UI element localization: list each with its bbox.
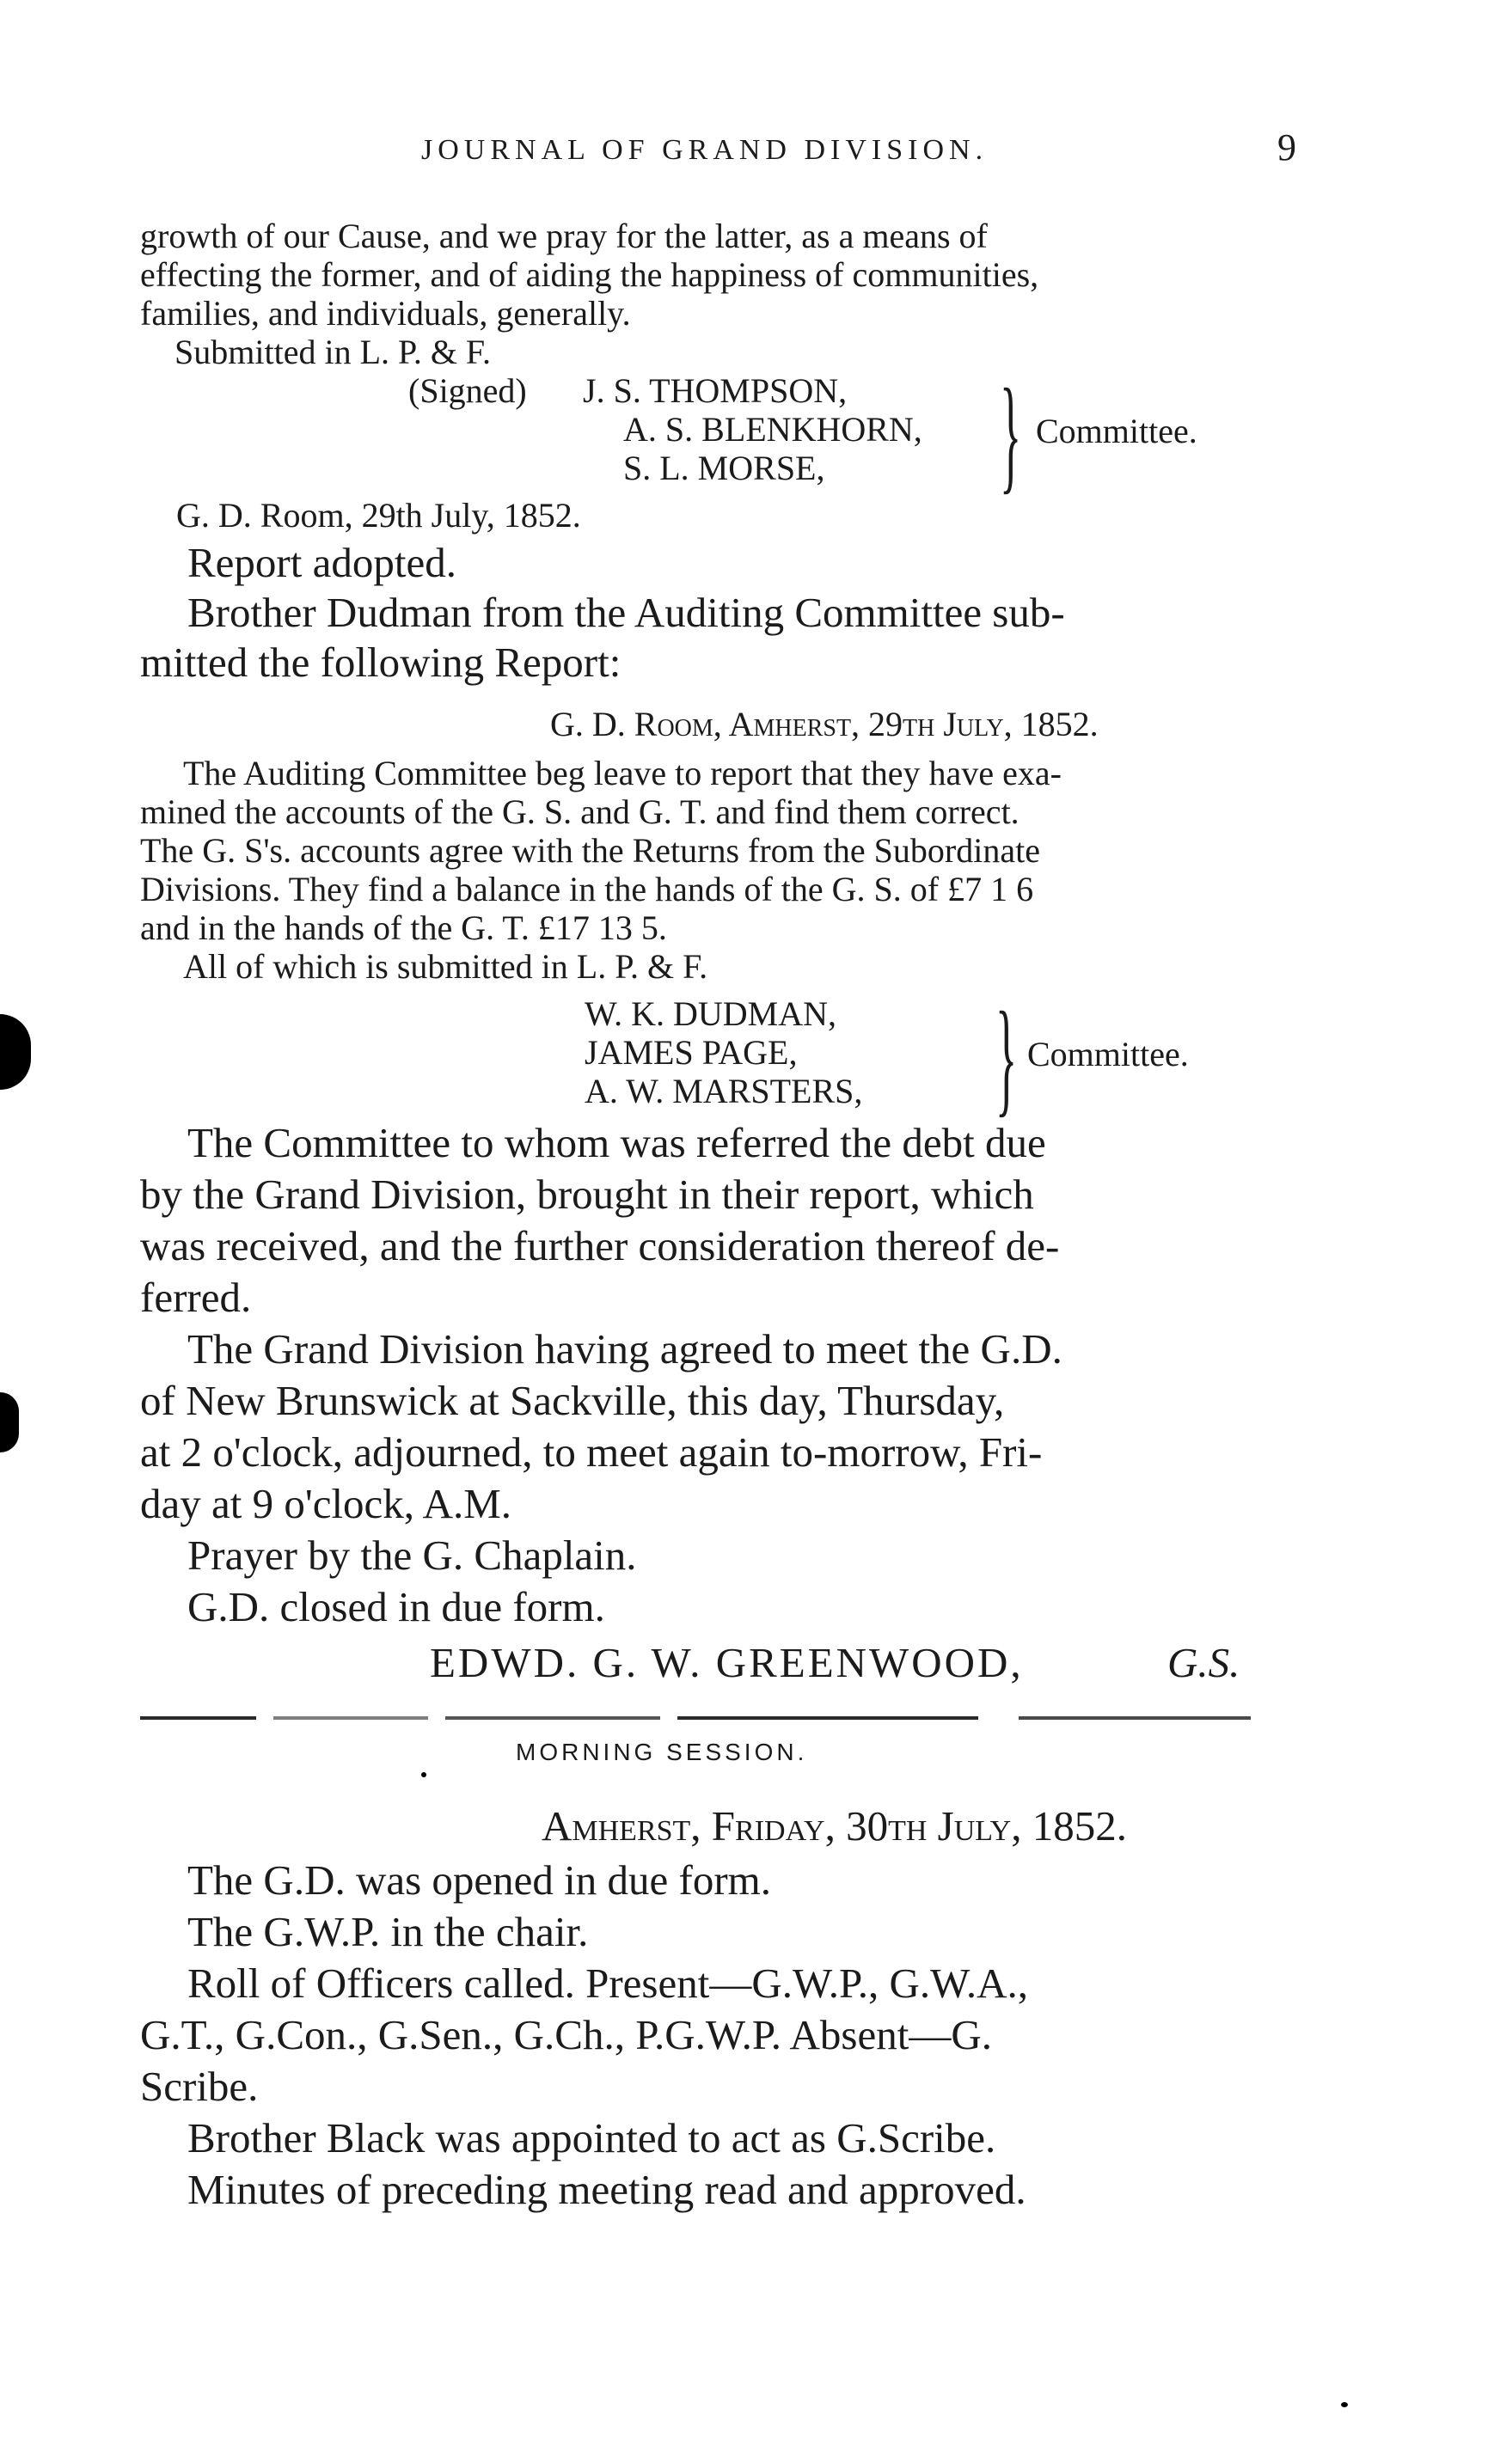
committee-label: Committee. — [1036, 412, 1197, 450]
text-line: day at 9 o'clock, A.M. — [140, 1480, 512, 1527]
text-line: G.T., G.Con., G.Sen., G.Ch., P.G.W.P. Absent—G. — [140, 2011, 992, 2058]
text-line: was received, and the further consideration thereof de- — [140, 1222, 1060, 1269]
text-line: The Grand Division having agreed to meet the G.D. — [187, 1325, 1062, 1373]
text-line: at 2 o'clock, adjourned, to meet again to-morrow, Fri- — [140, 1428, 1043, 1476]
signed-label: (Signed) — [408, 371, 527, 410]
text-line: families, and individuals, generally. — [140, 294, 631, 333]
text-line: The G.D. was opened in due form. — [187, 1856, 772, 1904]
ink-speck — [421, 1772, 426, 1777]
date-line: G. D. Room, 29th July, 1852. — [176, 496, 581, 535]
text-line: Scribe. — [140, 2063, 259, 2110]
signatory: S. L. MORSE, — [623, 449, 825, 487]
running-header: JOURNAL OF GRAND DIVISION. — [421, 134, 989, 166]
text-line: All of which is submitted in L. P. & F. — [183, 947, 708, 986]
text-line: The Auditing Committee beg leave to report that they have exa- — [183, 754, 1062, 792]
text-line: mitted the following Report: — [140, 639, 621, 686]
text-line: Roll of Officers called. Present—G.W.P., G.W.A., — [187, 1960, 1029, 2007]
brace-icon: } — [995, 986, 1018, 1128]
text-line: by the Grand Division, brought in their report, which — [140, 1171, 1034, 1218]
session-date: Amherst, Friday, 30th July, 1852. — [542, 1802, 1127, 1850]
text-line: of New Brunswick at Sackville, this day, Thursday, — [140, 1377, 1005, 1424]
text-line: Brother Black was appointed to act as G.Scribe. — [187, 2114, 996, 2161]
text-line: Report adopted. — [187, 539, 456, 586]
text-line: The G. S's. accounts agree with the Returns from the Subordinate — [140, 831, 1040, 870]
session-heading: MORNING SESSION. — [516, 1739, 808, 1765]
text-line: Submitted in L. P. & F. — [175, 333, 491, 371]
text-line: The Committee to whom was referred the debt due — [187, 1119, 1046, 1166]
signatory: W. K. DUDMAN, — [585, 994, 836, 1033]
binding-hole — [0, 1392, 19, 1452]
signatory: A. S. BLENKHORN, — [623, 410, 922, 449]
brace-icon: } — [1000, 363, 1022, 505]
signatory: A. W. MARSTERS, — [585, 1072, 863, 1110]
scribe-signature: EDWD. G. W. GREENWOOD, — [430, 1639, 1024, 1686]
text-line: ferred. — [140, 1274, 252, 1321]
text-line: Prayer by the G. Chaplain. — [187, 1532, 637, 1579]
committee-label: Committee. — [1027, 1035, 1189, 1073]
text-line: growth of our Cause, and we pray for the latter, as a means of — [140, 217, 988, 255]
room-line: G. D. Room, Amherst, 29th July, 1852. — [550, 705, 1099, 743]
page-number: 9 — [1277, 126, 1296, 168]
text-line: mined the accounts of the G. S. and G. T. and find them correct. — [140, 792, 1019, 831]
text-line: Brother Dudman from the Auditing Committee sub- — [187, 589, 1065, 636]
text-line: G.D. closed in due form. — [187, 1583, 605, 1630]
text-line: Minutes of preceding meeting read and approved. — [187, 2166, 1026, 2213]
text-line: and in the hands of the G. T. £17 13 5. — [140, 908, 667, 947]
signatory: JAMES PAGE, — [585, 1033, 798, 1072]
text-line: Divisions. They find a balance in the hands of the G. S. of £7 1 6 — [140, 870, 1034, 908]
text-line: effecting the former, and of aiding the happiness of communities, — [140, 255, 1039, 294]
scribe-title: G.S. — [1167, 1639, 1240, 1686]
binding-hole — [0, 1014, 31, 1090]
text-line: The G.W.P. in the chair. — [187, 1908, 589, 1955]
ink-speck — [1341, 2402, 1348, 2407]
signatory: J. S. THOMPSON, — [583, 371, 848, 410]
